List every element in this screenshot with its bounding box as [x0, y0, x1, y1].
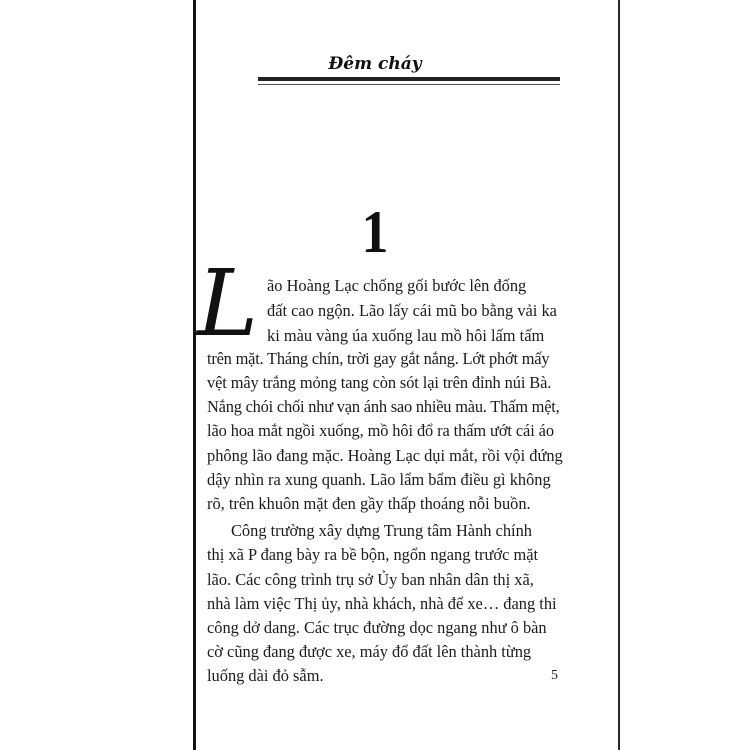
text-line: ão Hoàng Lạc chống gối bước lên đống — [267, 276, 527, 295]
text-line: trên mặt. Tháng chín, trời gay gắt nắng. Lớt phớt mấy — [207, 349, 550, 368]
page-border-right — [618, 0, 620, 750]
text-line: luống dài đỏ sẫm. — [207, 666, 324, 685]
page-number: 5 — [551, 668, 558, 683]
text-line: lão. Các công trình trụ sở Ủy ban nhân dân thị xã, — [207, 570, 534, 589]
text-line: lão hoa mắt ngồi xuống, mồ hôi đổ ra thấm ướt cái áo — [207, 421, 554, 440]
text-line: ki màu vàng úa xuống lau mồ hôi lấm tấm — [267, 326, 545, 345]
header-rule-thin — [258, 84, 560, 85]
text-line: rõ, trên khuôn mặt đen gầy thấp thoáng nỗi buồn. — [207, 494, 531, 513]
text-line: nhà làm việc Thị ủy, nhà khách, nhà để xe… đang thi — [207, 594, 557, 613]
text-line: đất cao ngộn. Lão lấy cái mũ bo bằng vải ka — [267, 301, 557, 320]
running-header-title: Đêm cháy — [328, 54, 422, 74]
drop-cap: L — [197, 250, 259, 357]
text-line: công dở dang. Các trục đường dọc ngang như ô bàn — [207, 618, 547, 637]
text-line: vệt mây trắng mỏng tang còn sót lại trên đỉnh núi Bà. — [207, 373, 552, 392]
text-line: Công trường xây dựng Trung tâm Hành chính — [231, 521, 532, 540]
text-line: phông lão đang mặc. Hoàng Lạc dụi mắt, rồi vội đứng — [207, 446, 563, 465]
text-line: Nắng chói chối như vạn ánh sao nhiều màu. Thấm mệt, — [207, 397, 560, 416]
header-rule — [258, 77, 560, 81]
text-line: thị xã P đang bày ra bề bộn, ngổn ngang trước mặt — [207, 545, 539, 564]
text-line: cờ cũng đang được xe, máy đổ đất lên thành từng — [207, 642, 532, 661]
chapter-number: 1 — [361, 199, 389, 265]
page-border-left — [193, 0, 196, 750]
text-line: dậy nhìn ra xung quanh. Lão lẩm bẩm điều gì không — [207, 470, 551, 489]
